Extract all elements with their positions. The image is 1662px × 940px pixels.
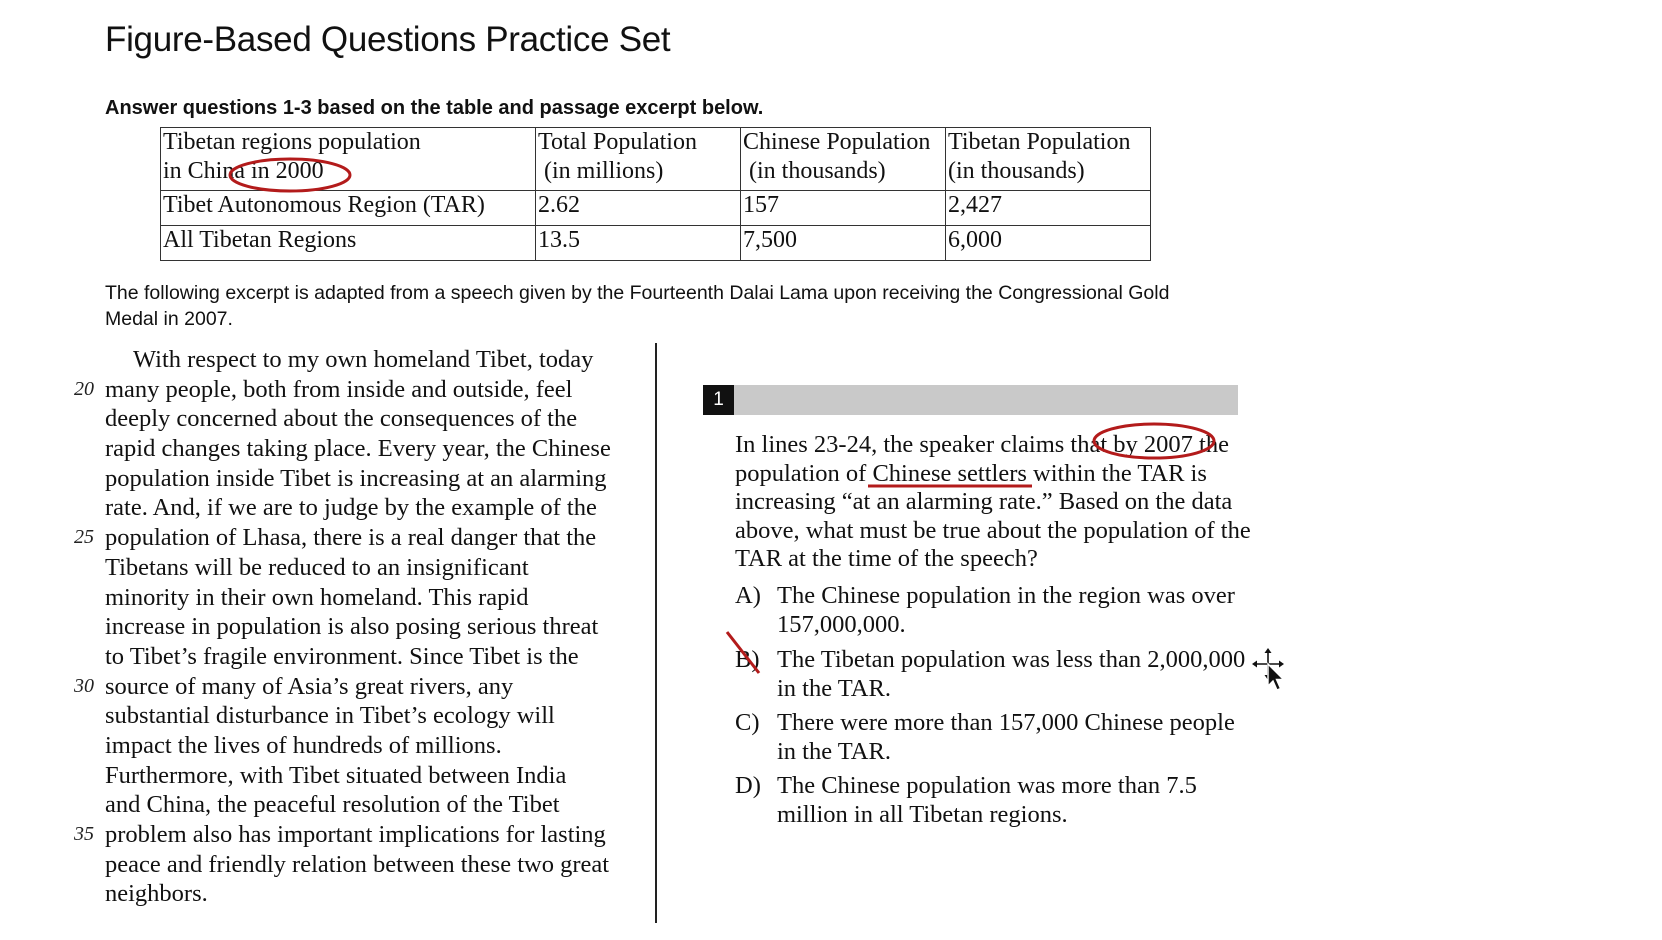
- passage-line: [60, 850, 650, 880]
- passage-line-text: rate. And, if we are to judge by the example of the: [105, 494, 597, 522]
- passage-line: [60, 464, 650, 494]
- passage-line-text: deeply concerned about the consequences of the: [105, 405, 578, 433]
- underline-annotation: [866, 482, 1036, 490]
- passage-line-text: peace and friendly relation between these two great: [105, 850, 610, 878]
- choice-letter: A): [735, 582, 761, 609]
- passage-line-text: increase in population is also posing serious threat: [105, 613, 599, 641]
- passage-line: [60, 523, 650, 553]
- passage-line: [60, 672, 650, 702]
- column-divider: [655, 343, 657, 923]
- passage-line-text: population inside Tibet is increasing at an alarming: [105, 464, 607, 492]
- passage-line-text: minority in their own homeland. This rapid: [105, 583, 529, 611]
- table-header-cell: Chinese Population (in thousands): [741, 128, 946, 191]
- passage-line-text: Tibetans will be reduced to an insignificant: [105, 553, 529, 581]
- passage-line: [60, 820, 650, 850]
- passage-line-text: rapid changes taking place. Every year, the Chinese: [105, 435, 611, 463]
- passage-line: [60, 434, 650, 464]
- table-header-cell: Tibetan regions population in China in 2000: [161, 128, 536, 191]
- passage-line: [60, 345, 650, 375]
- table-cell: 6,000: [946, 226, 1151, 261]
- question-number: 1: [703, 385, 734, 415]
- table-header-cell: Tibetan Population (in thousands): [946, 128, 1151, 191]
- table-cell: 2.62: [536, 191, 741, 226]
- line-number: 35: [74, 823, 94, 845]
- passage-line-text: many people, both from inside and outside, feel: [105, 375, 573, 403]
- passage-line: [60, 642, 650, 672]
- passage-line-text: source of many of Asia’s great rivers, any: [105, 672, 514, 700]
- passage-line-text: and China, the peaceful resolution of the Tibet: [105, 791, 560, 819]
- passage-line: [60, 375, 650, 405]
- passage-line: [60, 553, 650, 583]
- passage-line: [60, 879, 650, 909]
- line-number: 25: [74, 526, 94, 549]
- line-number: 20: [74, 377, 94, 400]
- passage-line-text: to Tibet’s fragile environment. Since Tibet is the: [105, 642, 579, 670]
- instruction-text: Answer questions 1-3 based on the table and passage excerpt below.: [105, 97, 764, 119]
- passage-line-text: substantial disturbance in Tibet’s ecology will: [105, 702, 555, 730]
- excerpt-intro: The following excerpt is adapted from a speech given by the Fourteenth Dalai Lama upon receiving the Congressional Gold Medal in 2007.: [105, 282, 1170, 330]
- line-number: 30: [74, 674, 94, 697]
- question-stem: In lines 23-24, the speaker claims that by 2007 the population of Chinese settlers within the TAR is increasing “at an alarming rate.” Based on the data above, what must be true about the population of the TAR at the time of the speech?: [735, 431, 1251, 572]
- circle-annotation: [225, 155, 355, 195]
- passage-line: [60, 404, 650, 434]
- choice-letter: D): [735, 772, 761, 799]
- table-row: [161, 226, 1151, 261]
- passage-line-text: neighbors.: [105, 880, 208, 908]
- table-cell: 157: [741, 191, 946, 226]
- passage-line-text: problem also has important implications for lasting: [105, 821, 606, 848]
- choice-text: The Chinese population in the region was over 157,000,000.: [777, 582, 1235, 638]
- choice-letter: B): [735, 646, 760, 673]
- passage-line-text: Furthermore, with Tibet situated between India: [105, 761, 567, 789]
- passage-line: [60, 493, 650, 523]
- choice-text: The Chinese population was more than 7.5 million in all Tibetan regions.: [777, 772, 1197, 828]
- passage-line: [60, 731, 650, 761]
- move-cursor-icon: [1252, 648, 1292, 694]
- passage-line: [60, 612, 650, 642]
- passage-line: [60, 583, 650, 613]
- passage-line: [60, 761, 650, 791]
- question-header-bar: [703, 385, 1238, 415]
- passage-line: [60, 790, 650, 820]
- table-header-cell: Total Population (in millions): [536, 128, 741, 191]
- table-cell: All Tibetan Regions: [161, 226, 536, 261]
- circle-annotation: [1090, 421, 1220, 463]
- choice-text: There were more than 157,000 Chinese people in the TAR.: [777, 709, 1235, 765]
- page-title: Figure-Based Questions Practice Set: [105, 20, 671, 59]
- table-row: [161, 191, 1151, 226]
- table-cell: 2,427: [946, 191, 1151, 226]
- table-cell: 7,500: [741, 226, 946, 261]
- passage: [60, 345, 650, 909]
- strike-mark-annotation: [723, 628, 763, 678]
- passage-line-text: population of Lhasa, there is a real danger that the: [105, 524, 597, 552]
- choice-letter: C): [735, 709, 760, 736]
- choice-text: The Tibetan population was less than 2,000,000 in the TAR.: [777, 646, 1246, 702]
- table-cell: 13.5: [536, 226, 741, 261]
- table-cell: Tibet Autonomous Region (TAR): [161, 191, 536, 226]
- passage-line-text: With respect to my own homeland Tibet, today: [133, 346, 594, 373]
- passage-line: [60, 701, 650, 731]
- passage-line-text: impact the lives of hundreds of millions.: [105, 731, 502, 759]
- question-header: [703, 385, 1238, 415]
